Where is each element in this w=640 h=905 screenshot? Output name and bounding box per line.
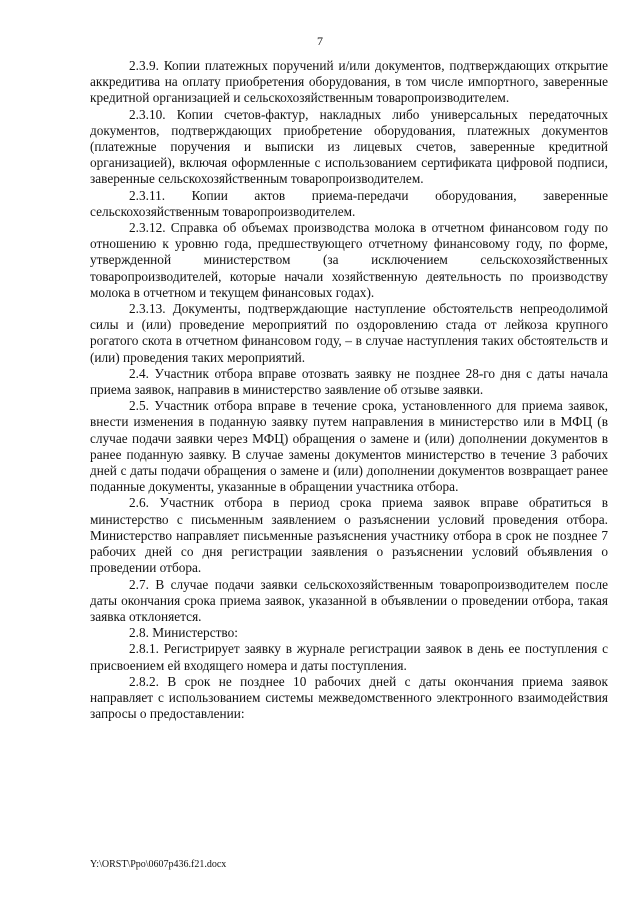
paragraph-2-8-1: 2.8.1. Регистрирует заявку в журнале регистрации заявок в день ее поступления с присвоением ей входящего номера и даты поступления. [90, 641, 608, 673]
paragraph-2-8: 2.8. Министерство: [129, 625, 238, 641]
paragraph-2-5: 2.5. Участник отбора вправе в течение срока, установленного для приема заявок, внести изменения в поданную заявку путем направления в министерство или в МФЦ (в случае подачи заявки через МФЦ) обращения о замене и (или) дополнении документов в ранее поданную заявку. В случае замены документов министерство в течение 3 рабочих дней с даты подачи обращения о замене и (или) дополнении документов возвращает ранее поданные документы, указанные в обращении участника отбора. [90, 398, 608, 495]
paragraph-2-6: 2.6. Участник отбора в период срока приема заявок вправе обратиться в министерство с письменным заявлением о разъяснении условий проведения отбора. Министерство направляет письменные разъяснения участнику отбора в срок не позднее 7 рабочих дней со дня регистрации заявления о разъяснении условий объявления о проведении отбора. [90, 495, 608, 576]
paragraph-2-3-11: 2.3.11. Копии актов приема-передачи оборудования, заверенные сельскохозяйственным товаропроизводителем. [90, 187, 608, 219]
paragraph-2-3-9: 2.3.9. Копии платежных поручений и/или документов, подтверждающих открытие аккредитива на оплату приобретения оборудования, в том числе импортного, заверенные кредитной организацией и сельскохозяйственным товаропроизводителем. [90, 58, 608, 106]
paragraph-2-3-12: 2.3.12. Справка об объемах производства молока в отчетном финансовом году по отношению к уровню года, предшествующего отчетному финансовому году, по форме, утвержденной министерством (за исключением сельскохозяйственных товаропроизводителей, которые начали хозяйственную деятельность по производству молока в отчетном и текущем финансовых годах). [90, 220, 608, 300]
paragraph-2-3-10: 2.3.10. Копии счетов-фактур, накладных либо универсальных передаточных документов, подтверждающих приобретение оборудования, платежных документов (платежные поручения и выписки из лицевых счетов, заверенные кредитной организацией), включая оформленные с использованием сертификата цифровой подписи, заверенные сельскохозяйственным товаропроизводителем. [90, 106, 608, 187]
paragraph-2-3-13: 2.3.13. Документы, подтверждающие наступление обстоятельств непреодолимой силы и (или) проведение мероприятий по оздоровлению стада от лейкоза крупного рогатого скота в отчетном финансовом году, – в случае наступления таких обстоятельств и (или) проведения таких мероприятий. [90, 301, 608, 365]
paragraph-2-4: 2.4. Участник отбора вправе отозвать заявку не позднее 28-го дня с даты начала приема заявок, направив в министерство заявление об отзыве заявки. [90, 365, 608, 398]
paragraph-2-8-2: 2.8.2. В срок не позднее 10 рабочих дней с даты окончания приема заявок направляет с использованием системы межведомственного электронного взаимодействия запросы о предоставлении: [90, 673, 608, 722]
page-number: 7 [317, 34, 323, 48]
footer-file-path: Y:\ORST\Ppo\0607p436.f21.docx [90, 859, 227, 870]
paragraph-2-7: 2.7. В случае подачи заявки сельскохозяйственным товаропроизводителем после даты окончания срока приема заявок, указанной в объявлении о проведении отбора, такая заявка отклоняется. [90, 576, 608, 624]
document-body [90, 58, 608, 722]
